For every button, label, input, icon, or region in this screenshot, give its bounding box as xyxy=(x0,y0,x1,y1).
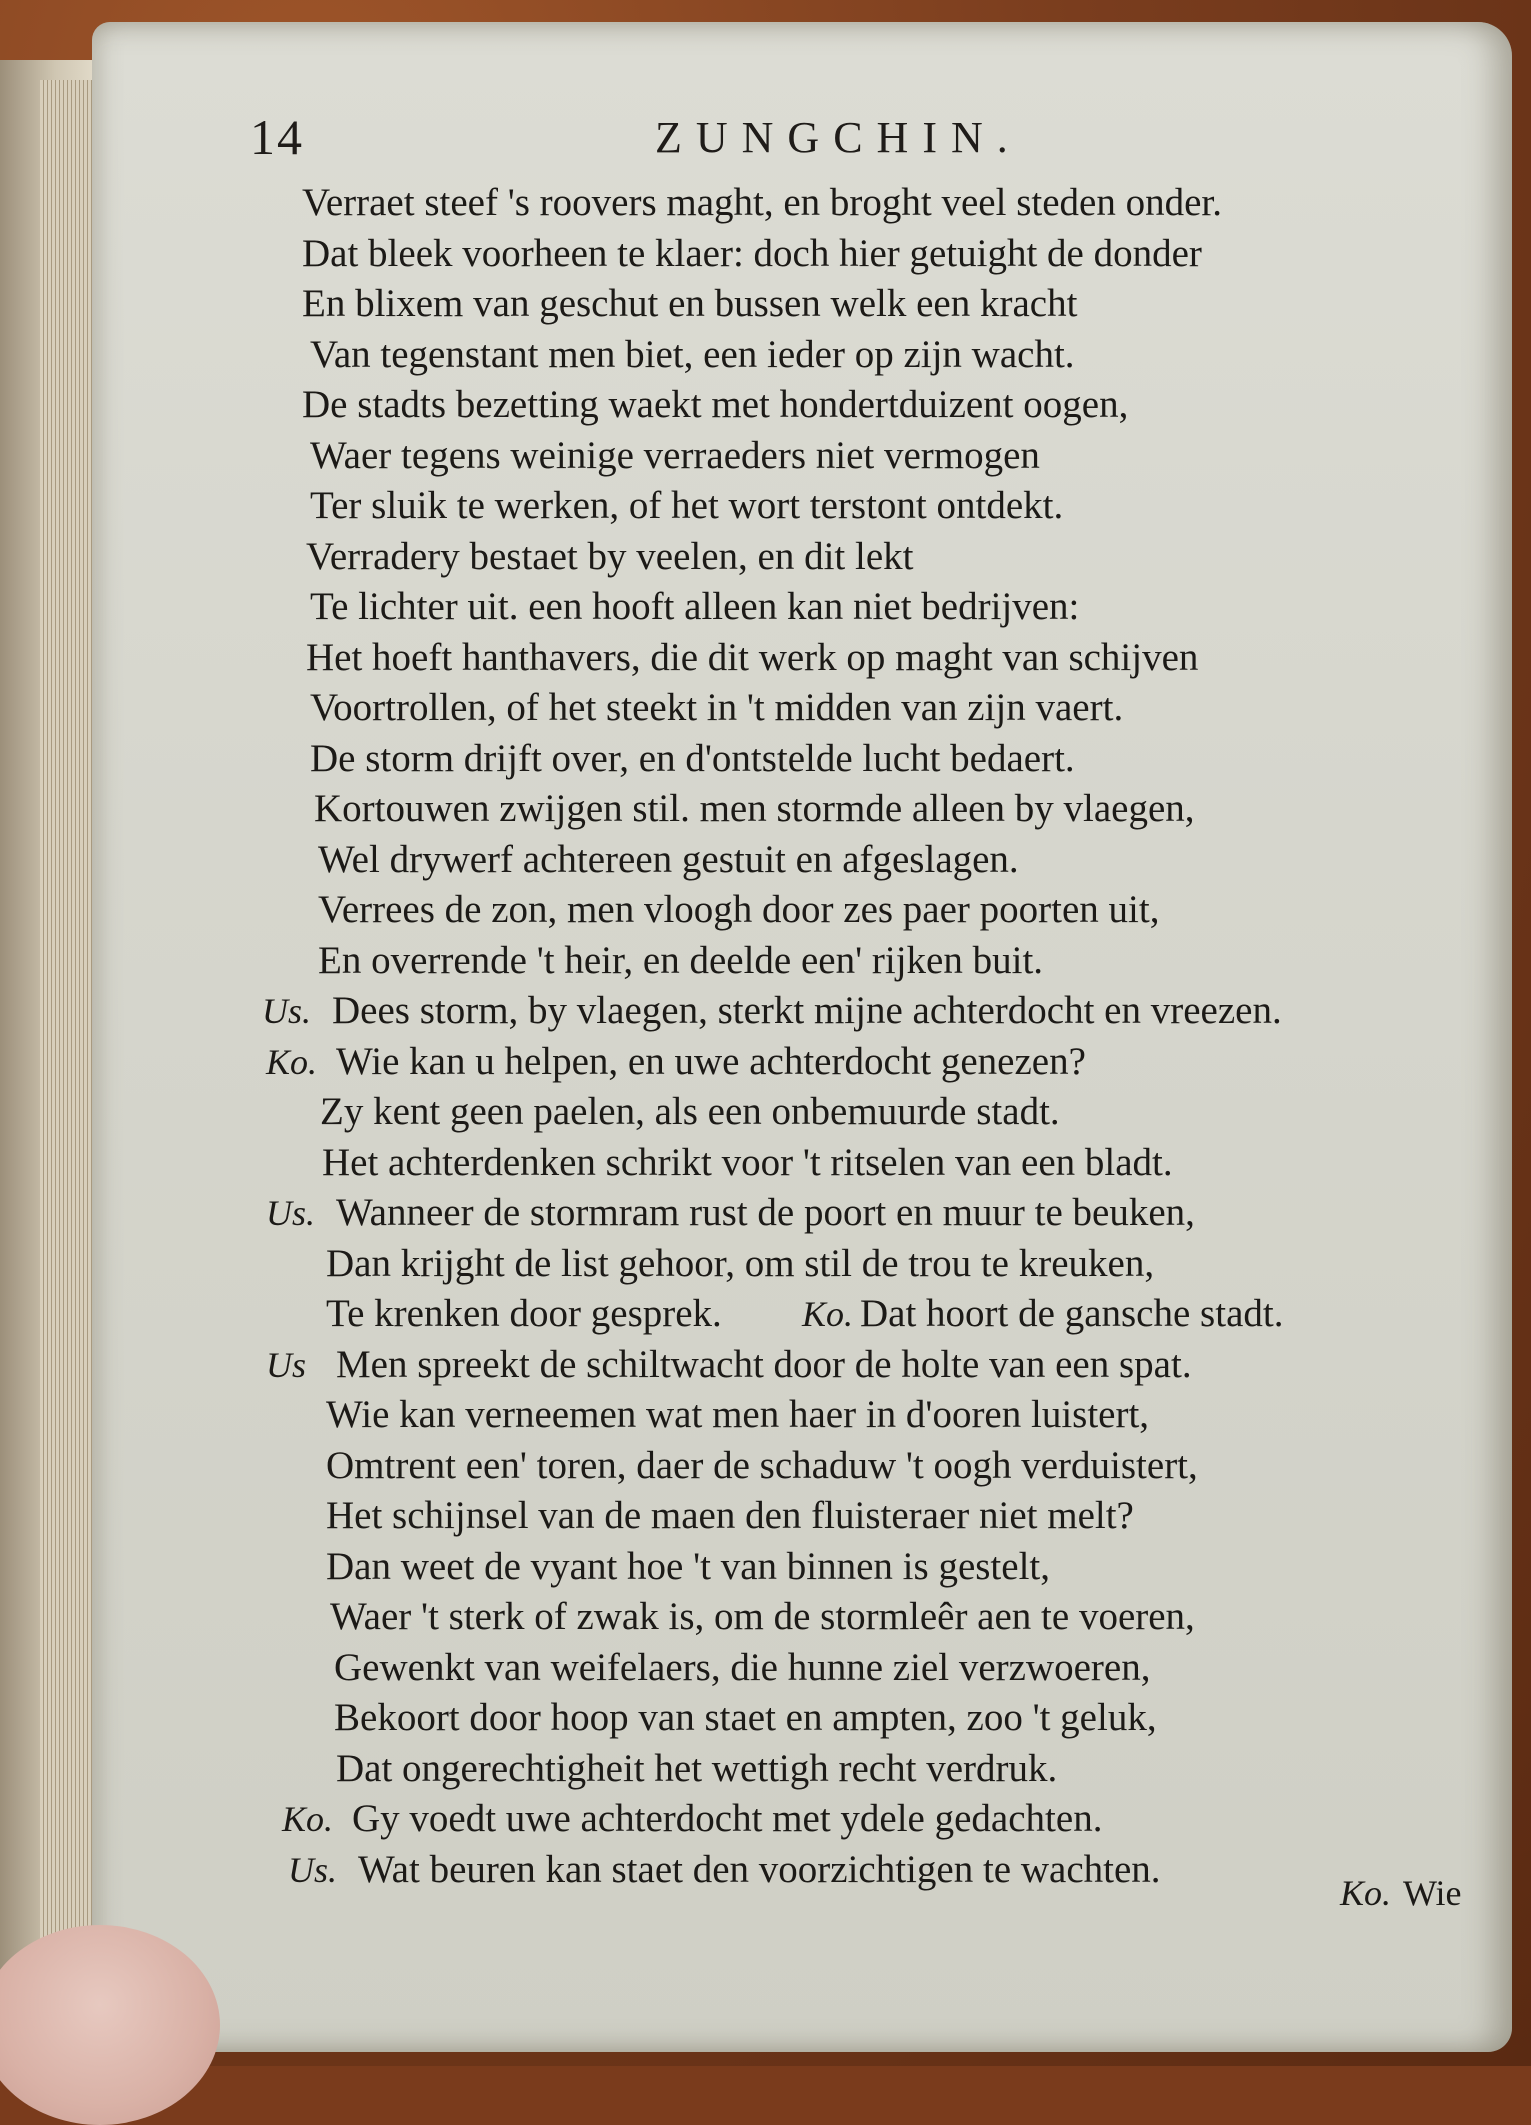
speaker-label: Us. xyxy=(266,1193,316,1233)
verse-line xyxy=(262,1390,1522,1441)
speaker-label: Ko. xyxy=(282,1799,334,1839)
verse-line xyxy=(262,279,1522,330)
verse-line xyxy=(262,1138,1522,1189)
page-number: 14 xyxy=(250,109,304,165)
verse-text: Verrees de zon, men vloogh door zes paer poorten uit, xyxy=(318,888,1160,931)
verse-text: Men spreekt de schiltwacht door de holte van een spat. xyxy=(336,1342,1192,1386)
verse-line xyxy=(262,431,1522,482)
verse-text: Het achterdenken schrikt voor 't ritselen van een bladt. xyxy=(322,1140,1173,1184)
verse-text: Bekoort door hoop van staet en ampten, zoo 't geluk, xyxy=(334,1696,1157,1739)
verse-line xyxy=(262,1037,1522,1088)
verse-text: Dat bleek voorheen te klaer: doch hier getuight de donder xyxy=(302,231,1202,275)
speaker-label: Us xyxy=(266,1344,307,1385)
verse-line xyxy=(262,1239,1522,1290)
verse-line xyxy=(262,481,1522,532)
running-title: ZUNGCHIN. xyxy=(655,113,1022,162)
verse-line xyxy=(262,1592,1522,1643)
catchword xyxy=(1340,1872,1462,1914)
page-header xyxy=(250,108,1150,178)
verse-text: Gewenkt van weifelaers, die hunne ziel verzwoeren, xyxy=(334,1645,1151,1689)
verse-text: Waer tegens weinige verraeders niet vermogen xyxy=(310,433,1040,477)
verse-text: Wanneer de stormram rust de poort en muur te beuken, xyxy=(336,1191,1195,1234)
verse-line xyxy=(262,532,1522,583)
speaker-label: Us. xyxy=(262,991,312,1031)
verse-line xyxy=(262,986,1522,1037)
verse-text: Dat ongerechtigheit het wettigh recht verdruk. xyxy=(336,1746,1058,1790)
verse-line xyxy=(262,936,1522,987)
verse-text: Kortouwen zwijgen stil. men stormde alleen by vlaegen, xyxy=(314,787,1195,830)
verse-text: Het hoeft hanthavers, die dit werk op maght van schijven xyxy=(306,635,1199,679)
verse-line xyxy=(262,734,1522,785)
verse-line xyxy=(262,178,1522,229)
verse-block xyxy=(262,178,1522,1895)
verse-line xyxy=(262,1491,1522,1542)
verse-line xyxy=(262,885,1522,936)
verse-text: Dees storm, by vlaegen, sterkt mijne achterdocht en vreezen. xyxy=(332,989,1282,1032)
verse-text: Te krenken door gesprek. xyxy=(326,1292,722,1335)
verse-line xyxy=(262,1643,1522,1694)
speaker-label: Us. xyxy=(288,1849,338,1890)
verse-text: Wie kan u helpen, en uwe achterdocht genezen? xyxy=(336,1039,1086,1083)
verse-text: Dan krijght de list gehoor, om stil de trou te kreuken, xyxy=(326,1241,1155,1285)
verse-line xyxy=(262,582,1522,633)
verse-line xyxy=(262,229,1522,280)
verse-line xyxy=(262,330,1522,381)
verse-text: Wat beuren kan staet den voorzichtigen te wachten. xyxy=(358,1847,1161,1891)
verse-text: Waer 't sterk of zwak is, om de stormleêr aen te voeren, xyxy=(330,1595,1195,1638)
verse-text: Verradery bestaet by veelen, en dit lekt xyxy=(306,534,914,578)
verse-line xyxy=(262,1794,1522,1845)
verse-text: Van tegenstant men biet, een ieder op zijn wacht. xyxy=(310,332,1075,376)
verse-text: De stadts bezetting waekt met hondertduizent oogen, xyxy=(302,383,1129,426)
verse-text: Verraet steef 's roovers maght, en broght veel steden onder. xyxy=(302,181,1222,224)
verse-line xyxy=(262,1542,1522,1593)
verse-line xyxy=(262,633,1522,684)
verse-text: Zy kent geen paelen, als een onbemuurde stadt. xyxy=(320,1090,1060,1133)
verse-line xyxy=(262,835,1522,886)
verse-line xyxy=(262,1289,1522,1340)
verse-text: Wie kan verneemen wat men haer in d'ooren luistert, xyxy=(326,1393,1150,1436)
catchword-word: Wie xyxy=(1403,1873,1462,1913)
verse-text: En overrende 't heir, en deelde een' rijken buit. xyxy=(318,938,1044,982)
speaker-label: Ko. xyxy=(266,1041,318,1082)
verse-text: Dan weet de vyant hoe 't van binnen is gestelt, xyxy=(326,1544,1050,1588)
verse-text: De storm drijft over, en d'ontstelde lucht bedaert. xyxy=(310,736,1075,780)
speaker-label: Ko. xyxy=(802,1294,854,1334)
verse-line xyxy=(262,1441,1522,1492)
verse-line xyxy=(262,1087,1522,1138)
verse-line xyxy=(262,1845,1522,1896)
verse-line xyxy=(262,683,1522,734)
verse-line xyxy=(262,1744,1522,1795)
verse-line xyxy=(262,784,1522,835)
verse-line xyxy=(262,1340,1522,1391)
verse-line xyxy=(262,380,1522,431)
verse-text: Gy voedt uwe achterdocht met ydele gedachten. xyxy=(352,1797,1103,1840)
verse-line xyxy=(262,1188,1522,1239)
verse-line xyxy=(262,1693,1522,1744)
catchword-speaker: Ko. xyxy=(1340,1873,1392,1913)
verse-text: Omtrent een' toren, daer de schaduw 't oogh verduistert, xyxy=(326,1443,1198,1487)
verse-text: Ter sluik te werken, of het wort terstont ontdekt. xyxy=(310,484,1064,527)
verse-text: Het schijnsel van de maen den fluisteraer niet melt? xyxy=(326,1494,1134,1537)
verse-text: Te lichter uit. een hooft alleen kan niet bedrijven: xyxy=(310,585,1080,628)
verse-text: Wel drywerf achtereen gestuit en afgeslagen. xyxy=(318,837,1019,881)
verse-text: En blixem van geschut en bussen welk een kracht xyxy=(302,282,1078,325)
verse-text: Voortrollen, of het steekt in 't midden van zijn vaert. xyxy=(310,686,1124,729)
verse-text: Dat hoort de gansche stadt. xyxy=(860,1292,1284,1335)
